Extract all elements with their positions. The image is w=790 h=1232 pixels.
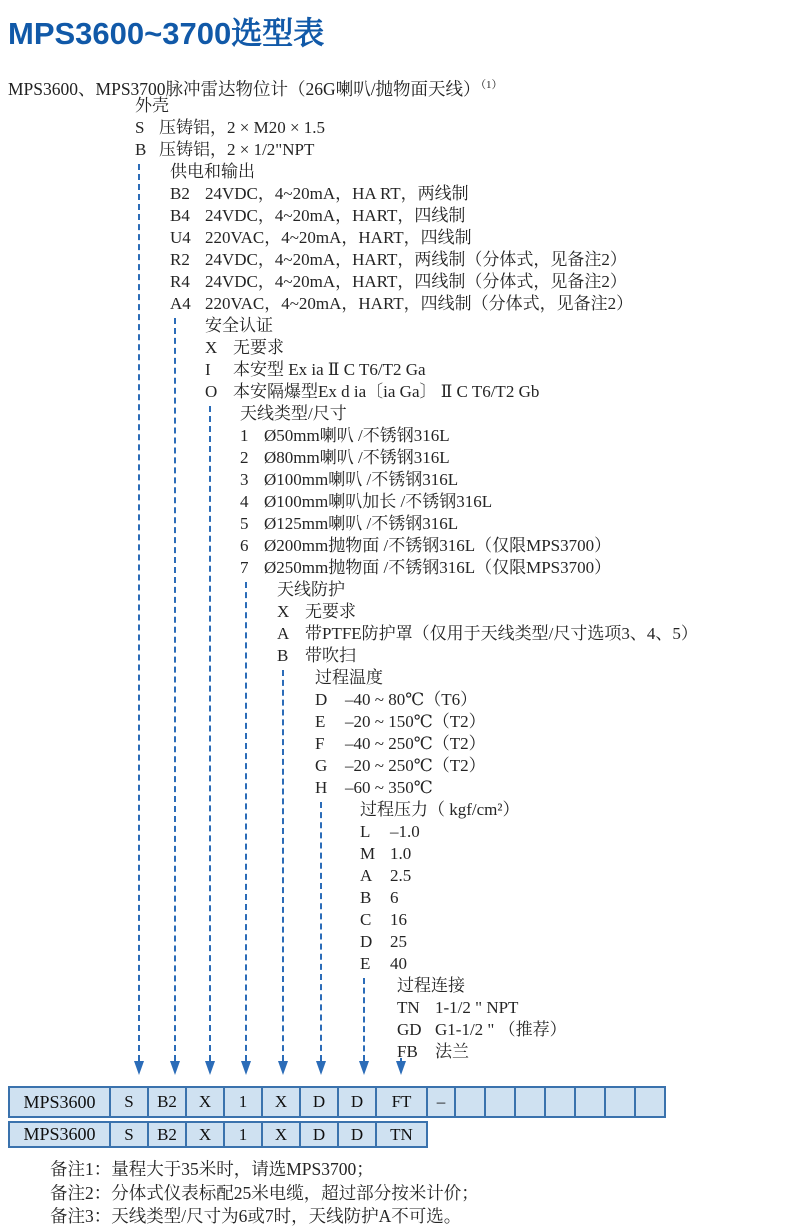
option-row	[170, 294, 633, 313]
code-cell: TN	[375, 1121, 428, 1148]
option-code: X	[205, 338, 218, 357]
option-desc: 法兰	[435, 1042, 469, 1061]
option-desc: 1.0	[390, 844, 412, 863]
flow-arrow-icon	[278, 1061, 288, 1075]
option-row	[277, 602, 356, 621]
page-title: MPS3600~3700选型表	[8, 16, 325, 51]
option-code: G	[315, 756, 328, 775]
option-code: 3	[240, 470, 249, 489]
option-desc: 16	[390, 910, 407, 929]
option-code: TN	[397, 998, 420, 1017]
option-group-label: 天线类型/尺寸	[240, 404, 347, 423]
note-line: 备注2：分体式仪表标配25米电缆，超过部分按米计价；	[50, 1183, 479, 1203]
option-desc: 压铸铝，2 × 1/2"NPT	[159, 140, 315, 159]
option-row	[315, 734, 486, 753]
option-desc: 25	[390, 932, 407, 951]
option-row	[205, 338, 284, 357]
option-desc: 本安隔爆型Ex d ia〔ia Ga〕 Ⅱ C T6/T2 Gb	[233, 382, 540, 401]
option-desc: Ø100mm喇叭加长 /不锈钢316L	[264, 492, 493, 511]
flow-arrow-icon	[241, 1061, 251, 1075]
code-cell: 1	[223, 1086, 263, 1118]
option-code: FB	[397, 1042, 418, 1061]
model-cell: MPS3600	[8, 1121, 111, 1148]
flow-line	[138, 164, 140, 1061]
option-desc: 220VAC，4~20mA，HART，四线制（分体式，见备注2）	[205, 294, 634, 313]
option-row	[315, 756, 486, 775]
option-desc: Ø125mm喇叭 /不锈钢316L	[264, 514, 459, 533]
option-row	[170, 228, 472, 247]
code-cell: X	[261, 1121, 301, 1148]
flow-line	[174, 318, 176, 1061]
option-desc: Ø200mm抛物面 /不锈钢316L（仅限MPS3700）	[264, 536, 612, 555]
model-cell: MPS3600	[8, 1086, 111, 1118]
option-desc: 2.5	[390, 866, 412, 885]
code-cell: 1	[223, 1121, 263, 1148]
option-desc: Ø100mm喇叭 /不锈钢316L	[264, 470, 459, 489]
flow-arrow-icon	[359, 1061, 369, 1075]
option-desc: –60 ~ 350℃	[345, 778, 433, 797]
option-row	[205, 360, 426, 379]
option-code: E	[360, 954, 371, 973]
code-cell: D	[299, 1121, 339, 1148]
option-desc: G1-1/2 " （推荐）	[435, 1020, 567, 1039]
option-row	[170, 272, 627, 291]
empty-cell	[574, 1086, 606, 1118]
option-code: R2	[170, 250, 190, 269]
option-code: S	[135, 118, 145, 137]
page-subtitle	[8, 76, 503, 101]
option-desc: 压铸铝，2 × M20 × 1.5	[159, 118, 326, 137]
option-desc: –20 ~ 250℃（T2）	[345, 756, 486, 775]
option-desc: –1.0	[390, 822, 420, 841]
option-row	[360, 866, 411, 885]
option-code: A	[360, 866, 373, 885]
code-cell: X	[261, 1086, 301, 1118]
option-code: B	[360, 888, 372, 907]
option-row	[397, 998, 518, 1017]
option-code: E	[315, 712, 326, 731]
flow-arrow-icon	[396, 1061, 406, 1075]
option-row	[397, 1042, 469, 1061]
option-row	[397, 1020, 567, 1039]
option-group-label: 安全认证	[205, 316, 273, 335]
option-group-label: 过程压力（ kgf/cm²）	[360, 800, 520, 819]
option-code: M	[360, 844, 376, 863]
option-code: 1	[240, 426, 249, 445]
note-line: 备注1：量程大于35米时，请选MPS3700；	[50, 1159, 374, 1179]
flow-arrow-icon	[134, 1061, 144, 1075]
option-row	[277, 646, 356, 665]
flow-arrow-icon	[170, 1061, 180, 1075]
flow-line	[282, 670, 284, 1061]
option-desc: 带PTFE防护罩（仅用于天线类型/尺寸选项3、4、5）	[305, 624, 698, 643]
option-code: O	[205, 382, 218, 401]
option-row	[205, 382, 539, 401]
code-cell: S	[109, 1121, 149, 1148]
option-group-label: 过程温度	[315, 668, 383, 687]
option-code: 2	[240, 448, 249, 467]
code-cell: D	[337, 1121, 377, 1148]
option-code: H	[315, 778, 328, 797]
empty-cell	[604, 1086, 636, 1118]
option-code: D	[360, 932, 373, 951]
code-cell: X	[185, 1086, 225, 1118]
option-row	[277, 624, 698, 643]
option-desc: –40 ~ 250℃（T2）	[345, 734, 486, 753]
option-row	[135, 118, 325, 137]
option-desc: 无要求	[233, 338, 284, 357]
option-code: U4	[170, 228, 191, 247]
option-row	[315, 690, 477, 709]
option-code: 6	[240, 536, 249, 555]
option-row	[240, 536, 611, 555]
order-code-row	[8, 1086, 666, 1118]
code-cell: X	[185, 1121, 225, 1148]
option-row	[240, 492, 492, 511]
option-row	[360, 932, 407, 951]
option-desc: 40	[390, 954, 407, 973]
code-cell: –	[426, 1086, 456, 1118]
option-code: GD	[397, 1020, 422, 1039]
option-code: 4	[240, 492, 249, 511]
option-code: D	[315, 690, 328, 709]
option-code: L	[360, 822, 371, 841]
option-desc: Ø80mm喇叭 /不锈钢316L	[264, 448, 450, 467]
flow-line	[209, 406, 211, 1061]
option-desc: 24VDC，4~20mA，HA RT，两线制	[205, 184, 469, 203]
option-code: I	[205, 360, 211, 379]
option-row	[315, 778, 433, 797]
option-desc: 220VAC，4~20mA，HART，四线制	[205, 228, 472, 247]
option-desc: 24VDC，4~20mA，HART，四线制	[205, 206, 466, 225]
empty-cell	[634, 1086, 666, 1118]
option-row	[240, 426, 450, 445]
option-row	[170, 250, 627, 269]
note-line: 备注3：天线类型/尺寸为6或7时，天线防护A不可选。	[50, 1206, 462, 1226]
option-row	[360, 822, 420, 841]
empty-cell	[514, 1086, 546, 1118]
option-code: C	[360, 910, 372, 929]
code-cell: D	[337, 1086, 377, 1118]
option-desc: 无要求	[305, 602, 356, 621]
empty-cell	[484, 1086, 516, 1118]
option-desc: –20 ~ 150℃（T2）	[345, 712, 486, 731]
option-row	[360, 910, 407, 929]
option-group-label: 供电和输出	[170, 162, 255, 181]
option-desc: 1-1/2 " NPT	[435, 998, 519, 1017]
option-row	[170, 206, 465, 225]
option-code: R4	[170, 272, 190, 291]
option-row	[360, 888, 399, 907]
code-cell: S	[109, 1086, 149, 1118]
option-code: F	[315, 734, 325, 753]
empty-cell	[544, 1086, 576, 1118]
option-desc: Ø50mm喇叭 /不锈钢316L	[264, 426, 450, 445]
code-cell: B2	[147, 1086, 187, 1118]
option-code: A	[277, 624, 290, 643]
option-row	[315, 712, 486, 731]
option-code: A4	[170, 294, 191, 313]
code-cell: B2	[147, 1121, 187, 1148]
option-code: B4	[170, 206, 190, 225]
option-desc: 24VDC，4~20mA，HART，两线制（分体式，见备注2）	[205, 250, 627, 269]
subtitle-superscript: （1）	[480, 79, 503, 92]
code-cell: D	[299, 1086, 339, 1118]
option-row	[170, 184, 469, 203]
flow-line	[363, 978, 365, 1061]
flow-line	[245, 582, 247, 1061]
flow-arrow-icon	[316, 1061, 326, 1075]
option-desc: 6	[390, 888, 399, 907]
option-desc: 带吹扫	[305, 646, 356, 665]
option-desc: Ø250mm抛物面 /不锈钢316L（仅限MPS3700）	[264, 558, 612, 577]
option-code: B2	[170, 184, 190, 203]
option-code: 5	[240, 514, 249, 533]
empty-cell	[454, 1086, 486, 1118]
option-desc: –40 ~ 80℃（T6）	[345, 690, 478, 709]
option-row	[135, 140, 314, 159]
option-desc: 本安型 Ex ia Ⅱ C T6/T2 Ga	[233, 360, 426, 379]
flow-arrow-icon	[205, 1061, 215, 1075]
option-group-label: 天线防护	[277, 580, 345, 599]
option-group-label: 过程连接	[397, 976, 465, 995]
option-row	[360, 954, 407, 973]
flow-line	[320, 802, 322, 1061]
code-cell: FT	[375, 1086, 428, 1118]
option-code: 7	[240, 558, 249, 577]
subtitle-text: MPS3600、MPS3700脉冲雷达物位计（26G喇叭/抛物面天线）	[8, 79, 481, 99]
option-row	[240, 558, 611, 577]
option-row	[240, 514, 458, 533]
option-row	[360, 844, 411, 863]
option-row	[240, 448, 450, 467]
option-group-label: 外壳	[135, 96, 169, 115]
option-desc: 24VDC，4~20mA，HART，四线制（分体式，见备注2）	[205, 272, 627, 291]
order-code-row	[8, 1121, 428, 1148]
option-code: B	[135, 140, 147, 159]
option-code: B	[277, 646, 289, 665]
option-code: X	[277, 602, 290, 621]
option-row	[240, 470, 458, 489]
